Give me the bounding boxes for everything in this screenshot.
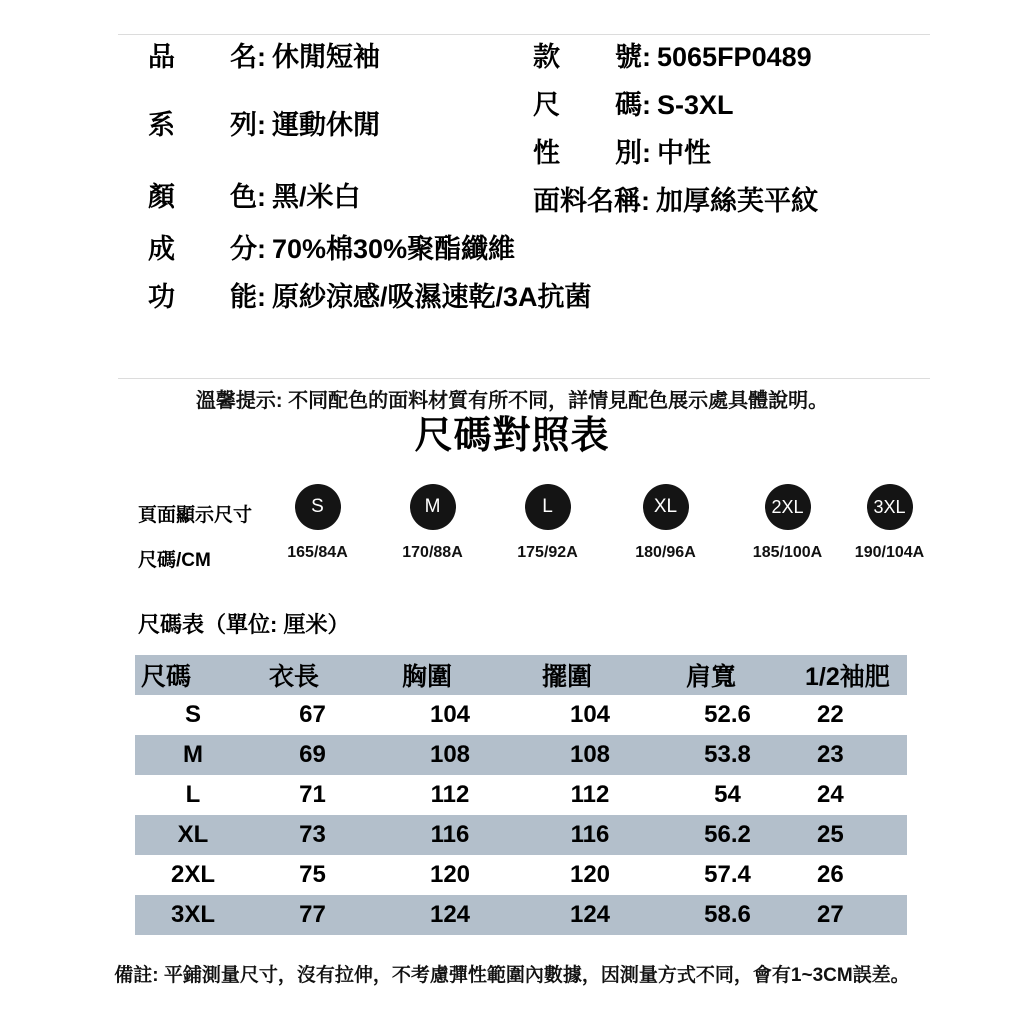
cell-size: L — [185, 781, 201, 808]
info-label-product-name — [148, 44, 266, 71]
size-badge-3xl[interactable]: 3XL — [867, 484, 913, 530]
info-row-function — [148, 284, 592, 311]
info-label-series — [148, 112, 266, 139]
cell-half-sleeve: 25 — [795, 815, 907, 855]
cell-bust: 116 — [380, 815, 520, 855]
size-cm-m: 170/88A — [402, 544, 463, 561]
size-badge-2xl[interactable]: 2XL — [765, 484, 811, 530]
label-char-1: 尺 — [533, 90, 560, 120]
label-char-2: 號: — [615, 42, 651, 72]
label-char-2: 列: — [230, 110, 266, 140]
size-badge-m[interactable]: M — [410, 484, 456, 530]
label-char-1: 成 — [148, 234, 175, 264]
size-badge-cell-l — [485, 482, 610, 561]
label-char-2: 名: — [230, 42, 266, 72]
label-char-1: 款 — [533, 42, 560, 72]
cell-half-sleeve: 23 — [795, 735, 907, 775]
info-row-color — [148, 184, 361, 211]
info-row-style-number — [533, 44, 812, 71]
cell-half-sleeve: 27 — [795, 895, 907, 935]
size-cm-2xl: 185/100A — [752, 544, 823, 561]
cell-bust: 112 — [430, 781, 470, 808]
size-cm-s: 165/84A — [287, 544, 348, 561]
size-cm-l: 175/92A — [517, 544, 578, 561]
size-table-body — [135, 695, 907, 935]
size-badges-row — [255, 482, 955, 561]
cell-hem: 124 — [520, 895, 660, 935]
info-value-color: 黑/米白 — [272, 182, 361, 212]
label-char-1: 品 — [148, 42, 175, 72]
cell-shoulder: 52.6 — [704, 701, 751, 728]
cell-shoulder: 53.8 — [660, 735, 795, 775]
info-row-composition — [148, 236, 515, 263]
info-label-gender — [533, 140, 651, 167]
label-char-1: 顏 — [148, 182, 175, 212]
measurement-disclaimer-note: 備註: 平鋪測量尺寸，沒有拉伸，不考慮彈性範圍內數據，因測量方式不同，會有1~3CM誤差。 — [114, 965, 910, 986]
cell-length: 71 — [299, 781, 326, 808]
cell-shoulder: 57.4 — [704, 861, 751, 888]
table-row — [135, 815, 907, 855]
column-header-shoulder: 肩寬 — [660, 655, 795, 695]
size-chart-title: 尺碼對照表 — [414, 415, 610, 457]
info-label-size-range — [533, 92, 651, 119]
info-row-fabric-name — [533, 188, 818, 215]
cell-half-sleeve: 26 — [817, 861, 844, 888]
info-label-color — [148, 184, 266, 211]
info-value-composition: 70%棉30%聚酯纖維 — [272, 234, 516, 264]
size-badges-block — [0, 482, 1024, 572]
cell-hem: 120 — [569, 861, 611, 888]
table-row — [135, 695, 907, 735]
column-header-length: 衣長 — [245, 655, 380, 695]
cell-size: 3XL — [135, 895, 245, 935]
label-char-2: 碼: — [615, 90, 651, 120]
label-char-1: 系 — [148, 110, 175, 140]
cell-length: 69 — [245, 735, 380, 775]
info-label-style-number — [533, 44, 651, 71]
column-header-half-sleeve: 1/2袖肥 — [795, 655, 907, 695]
divider-top — [118, 34, 930, 35]
size-badge-cell-xl — [603, 482, 728, 561]
info-value-size-range: S-3XL — [657, 90, 734, 120]
cell-shoulder: 58.6 — [660, 895, 795, 935]
column-header-hem: 擺圍 — [520, 655, 660, 695]
divider-middle — [118, 378, 930, 379]
info-value-series: 運動休閒 — [272, 110, 380, 140]
label-char-1: 性 — [533, 138, 560, 168]
info-row-product-name — [148, 44, 380, 71]
warm-tip-note: 溫馨提示: 不同配色的面料材質有所不同，詳情見配色展示處具體說明。 — [195, 390, 829, 412]
info-row-series — [148, 112, 380, 139]
cell-bust: 124 — [380, 895, 520, 935]
cell-half-sleeve: 22 — [817, 701, 844, 728]
cell-shoulder: 54 — [714, 781, 741, 808]
cell-bust: 120 — [429, 861, 471, 888]
cell-bust: 108 — [380, 735, 520, 775]
cell-length: 73 — [245, 815, 380, 855]
column-header-bust: 胸圍 — [380, 655, 520, 695]
info-value-gender: 中性 — [657, 138, 711, 168]
size-table-caption: 尺碼表（單位: 厘米） — [138, 612, 350, 637]
info-label-fabric-name: 面料名稱: — [533, 186, 650, 216]
size-badge-cell-3xl — [827, 482, 952, 561]
label-char-2: 能: — [230, 282, 266, 312]
info-value-fabric-name: 加厚絲芙平紋 — [656, 186, 818, 216]
cell-hem: 104 — [569, 701, 611, 728]
size-measurement-table — [135, 655, 907, 935]
info-value-product-name: 休閒短袖 — [272, 42, 380, 72]
size-table-head — [135, 655, 907, 695]
size-table-header-row — [135, 655, 907, 695]
cell-bust: 104 — [429, 701, 471, 728]
info-label-function — [148, 284, 266, 311]
cell-size: 2XL — [170, 861, 215, 888]
cell-shoulder: 56.2 — [660, 815, 795, 855]
table-row — [135, 775, 907, 815]
size-badge-xl[interactable]: XL — [643, 484, 689, 530]
label-char-1: 功 — [148, 282, 175, 312]
cell-size: M — [135, 735, 245, 775]
cell-hem: 108 — [520, 735, 660, 775]
size-badge-cell-s — [255, 482, 380, 561]
table-row — [135, 895, 907, 935]
size-cm-3xl: 190/104A — [854, 544, 925, 561]
label-char-2: 別: — [615, 138, 651, 168]
cell-size: XL — [135, 815, 245, 855]
cm-size-row-label: 尺碼/CM — [138, 550, 211, 571]
size-badge-cell-m — [370, 482, 495, 561]
display-size-row-label: 頁面顯示尺寸 — [138, 505, 253, 526]
table-row — [135, 855, 907, 895]
info-row-size-range — [533, 92, 734, 119]
cell-length: 77 — [245, 895, 380, 935]
cell-hem: 112 — [570, 781, 610, 808]
info-label-composition — [148, 236, 266, 263]
info-value-function: 原紗涼感/吸濕速乾/3A抗菌 — [272, 282, 592, 312]
size-badge-l[interactable]: L — [525, 484, 571, 530]
info-value-style-number: 5065FP0489 — [657, 42, 812, 72]
info-row-gender — [533, 140, 711, 167]
cell-size: S — [184, 701, 201, 728]
label-char-2: 分: — [230, 234, 266, 264]
table-row — [135, 735, 907, 775]
cell-length: 67 — [299, 701, 326, 728]
size-badge-s[interactable]: S — [295, 484, 341, 530]
cell-length: 75 — [299, 861, 326, 888]
column-header-size: 尺碼 — [135, 655, 245, 695]
size-cm-xl: 180/96A — [635, 544, 696, 561]
cell-half-sleeve: 24 — [817, 781, 844, 808]
label-char-2: 色: — [230, 182, 266, 212]
cell-hem: 116 — [520, 815, 660, 855]
